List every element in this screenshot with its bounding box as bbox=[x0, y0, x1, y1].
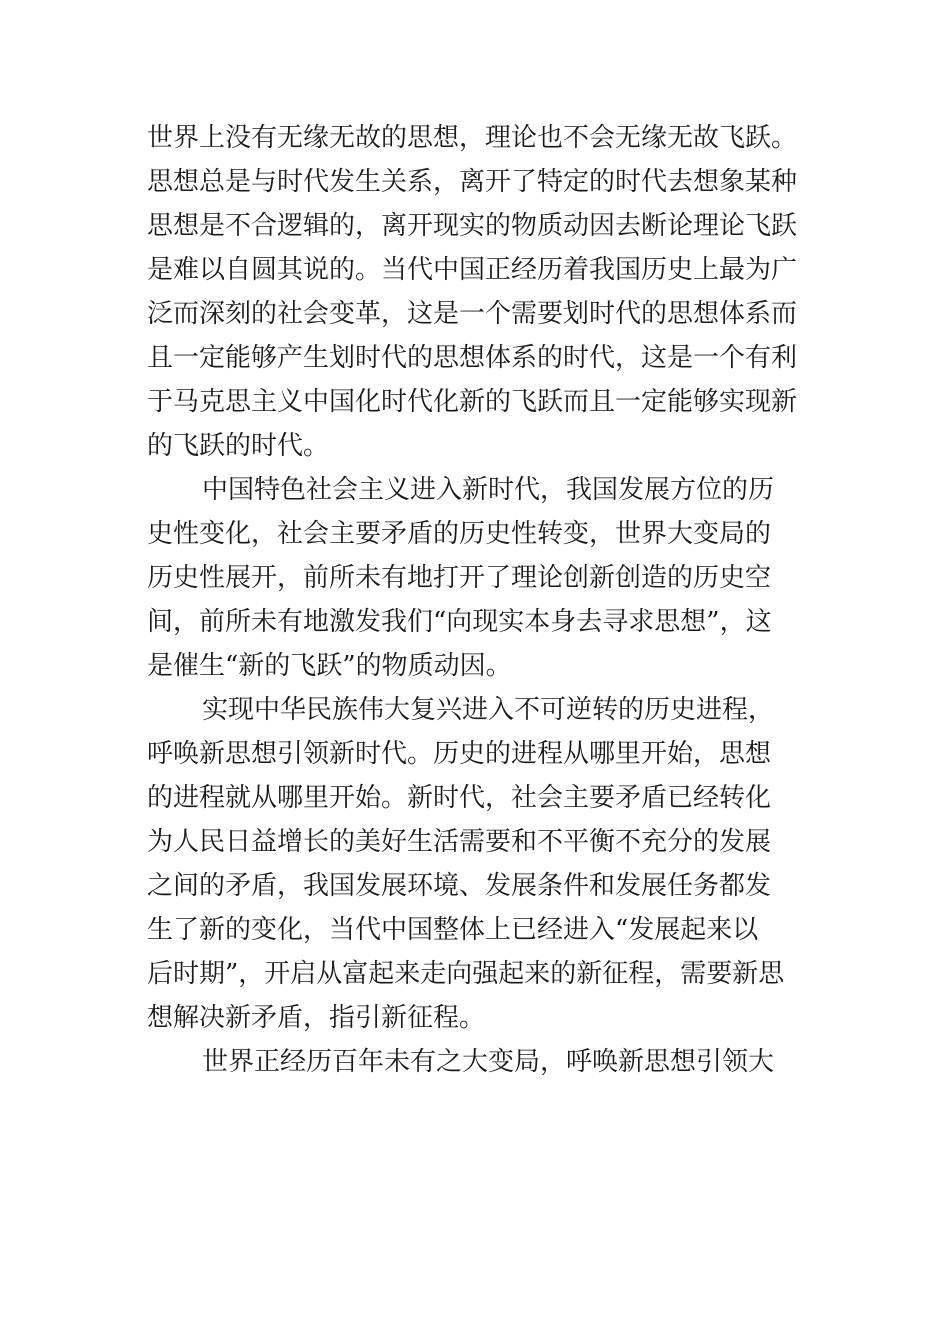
text-line: 之间的矛盾，我国发展环境、发展条件和发展任务都发 bbox=[147, 871, 772, 901]
text-line: 思想总是与时代发生关系，离开了特定的时代去想象某种 bbox=[147, 167, 798, 197]
text-line: 想解决新矛盾，指引新征程。 bbox=[147, 1003, 486, 1033]
paragraph-2 bbox=[147, 468, 827, 688]
text-line: 生了新的变化，当代中国整体上已经进入“发展起来以 bbox=[147, 915, 759, 945]
text-line: 于马克思主义中国化时代化新的飞跃而且一定能够实现新 bbox=[147, 387, 798, 417]
text-line: 的进程就从哪里开始。新时代，社会主要矛盾已经转化 bbox=[147, 783, 772, 813]
paragraph-3 bbox=[147, 688, 827, 1040]
text-line: 且一定能够产生划时代的思想体系的时代，这是一个有利 bbox=[147, 343, 798, 373]
body-text bbox=[147, 116, 827, 1084]
text-line: 世界上没有无缘无故的思想，理论也不会无缘无故飞跃。 bbox=[147, 123, 798, 153]
text-line: 为人民日益增长的美好生活需要和不平衡不充分的发展 bbox=[147, 827, 772, 857]
text-line: 是难以自圆其说的。当代中国正经历着我国历史上最为广 bbox=[147, 255, 798, 285]
paragraph-4 bbox=[147, 1040, 827, 1084]
text-line: 后时期”，开启从富起来走向强起来的新征程，需要新思 bbox=[147, 959, 785, 989]
text-line: 中国特色社会主义进入新时代，我国发展方位的历 bbox=[202, 475, 775, 505]
text-line: 是催生“新的飞跃”的物质动因。 bbox=[147, 651, 512, 681]
text-line: 思想是不合逻辑的，离开现实的物质动因去断论理论飞跃 bbox=[147, 211, 798, 241]
text-line: 呼唤新思想引领新时代。历史的进程从哪里开始，思想 bbox=[147, 739, 772, 769]
text-line: 实现中华民族伟大复兴进入不可逆转的历史进程， bbox=[202, 695, 775, 725]
paragraph-1 bbox=[147, 116, 827, 468]
text-line: 泛而深刻的社会变革，这是一个需要划时代的思想体系而 bbox=[147, 299, 798, 329]
text-line: 史性变化，社会主要矛盾的历史性转变，世界大变局的 bbox=[147, 519, 772, 549]
text-line: 历史性展开，前所未有地打开了理论创新创造的历史空 bbox=[147, 563, 772, 593]
text-line: 间，前所未有地激发我们“向现实本身去寻求思想”，这 bbox=[147, 607, 772, 637]
text-line: 的飞跃的时代。 bbox=[147, 431, 330, 461]
text-line: 世界正经历百年未有之大变局，呼唤新思想引领大 bbox=[202, 1047, 775, 1077]
